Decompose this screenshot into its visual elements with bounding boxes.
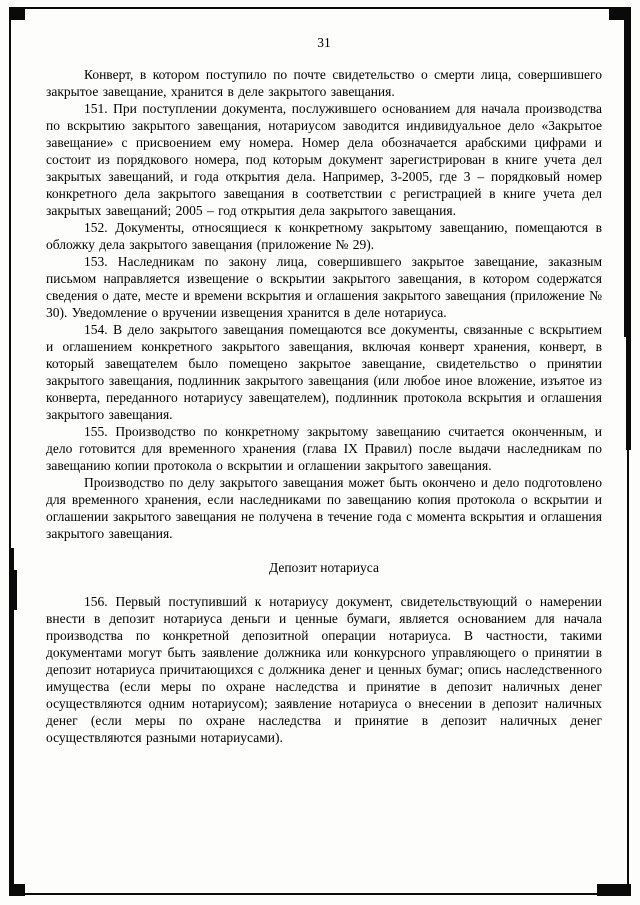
paragraph: Конверт, в котором поступило по почте свидетельство о смерти лица, совершившего закрытое завещание, хранится в деле закрытого завещания. bbox=[46, 67, 602, 99]
page-number: 31 bbox=[317, 35, 331, 50]
scan-artifact-right-bar-lower bbox=[626, 330, 631, 450]
scan-artifact-left-blob bbox=[9, 570, 17, 610]
scan-artifact-bottom-right bbox=[597, 884, 631, 896]
scan-artifact-bottom-left bbox=[9, 884, 25, 896]
paragraph: Производство по делу закрытого завещания может быть окончено и дело подготовлено для временного хранения, если наследниками по завещанию копия протокола о вскрытии и оглашении закрытого завещания не получена в течение года с момента вскрытия и оглашения закрытого завещания. bbox=[46, 475, 602, 541]
paragraph-151: 151. При поступлении документа, послужившего основанием для начала производства по вскрытию закрытого завещания, нотариусом заводится индивидуальное дело «Закрытое завещание» с присвоением ему номера. Номер дела обозначается арабскими цифрами и состоит из порядкового номера, под которым документ зарегистрирован в книге учета дел закрытых завещаний, и года открытия дела. Например, 3-2005, где 3 – порядковый номер конкретного дела закрытого завещания в соответствии с регистрацией в книге учета дел закрытых завещаний; 2005 – год открытия дела закрытого завещания. bbox=[46, 101, 602, 218]
paragraph-152: 152. Документы, относящиеся к конкретному закрытому завещанию, помещаются в обложку дела закрытого завещания (приложение № 29). bbox=[46, 220, 602, 252]
paragraph-153: 153. Наследникам по закону лица, совершившего закрытое завещание, заказным письмом направляется извещение о вскрытии закрытого завещания, в котором содержатся сведения о дате, месте и времени вскрытия и оглашения закрытого завещания (приложение № 30). Уведомление о вручении извещения хранится в деле нотариуса. bbox=[46, 254, 602, 320]
scan-artifact-top-right bbox=[609, 7, 631, 20]
section-heading: Депозит нотариуса bbox=[269, 560, 379, 575]
scan-artifact-top-left bbox=[9, 7, 25, 20]
paragraph-156: 156. Первый поступивший к нотариусу документ, свидетельствующий о намерении внести в депозит нотариуса деньги и ценные бумаги, является основанием для начала производства по конкретной депозитной операции нотариуса. В частности, такими документами могут быть заявление должника или конкурсного управляющего о принятии в депозит нотариуса причитающихся с должника денег и ценных бумаг; опись наследственного имущества (если меры по охране наследства и принятие в депозит наличных денег осуществляются одним нотариусом); заявление нотариуса о внесении в депозит наличных денег (если меры по охране наследства и принятие в депозит наличных денег осуществляются разными нотариусами). bbox=[46, 594, 602, 745]
page-content bbox=[46, 34, 602, 746]
scan-artifact-right-bar bbox=[624, 7, 631, 337]
paragraph-154: 154. В дело закрытого завещания помещаются все документы, связанные с вскрытием и оглашением конкретного закрытого завещания, включая конверт хранения, конверт, в который завещателем было помещено закрытое завещание, свидетельство о принятии закрытого завещания, подлинник закрытого завещания (или любое иное вложение, изъятое из конверта, переданного нотариусу завещателем), подлинник протокола вскрытия и оглашения закрытого завещания. bbox=[46, 322, 602, 422]
paragraph-155: 155. Производство по конкретному закрытому завещанию считается оконченным, и дело готовится для временного хранения (глава IX Правил) после выдачи наследникам по завещанию копии протокола о вскрытии и оглашении закрытого завещания. bbox=[46, 424, 602, 473]
scan-artifact-left-bar bbox=[9, 548, 14, 896]
